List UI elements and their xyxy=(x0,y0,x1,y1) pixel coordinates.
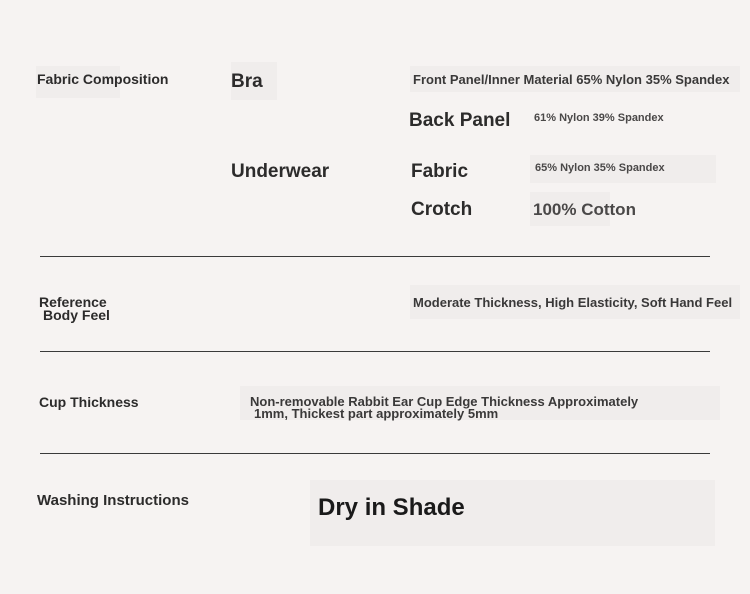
fabric-value: 65% Nylon 35% Spandex xyxy=(535,162,665,174)
cup-thickness-value-line2: 1mm, Thickest part approximately 5mm xyxy=(254,406,499,421)
section-divider xyxy=(40,351,710,352)
crotch-label: Crotch xyxy=(411,199,473,220)
section-divider xyxy=(40,453,710,454)
bra-label: Bra xyxy=(231,71,263,92)
back-panel-label: Back Panel xyxy=(409,110,511,131)
washing-instructions-value: Dry in Shade xyxy=(318,494,465,521)
front-panel-value: Front Panel/Inner Material 65% Nylon 35% Spandex xyxy=(413,72,730,87)
fabric-composition-heading: Fabric Composition xyxy=(37,71,169,87)
cup-thickness-value-line1: Non-removable Rabbit Ear Cup Edge Thickness Approximately xyxy=(250,394,639,409)
back-panel-value: 61% Nylon 39% Spandex xyxy=(534,112,664,124)
reference-heading-line1: Reference xyxy=(39,294,107,310)
fabric-label: Fabric xyxy=(411,161,469,182)
crotch-value: 100% Cotton xyxy=(533,200,636,219)
section-divider xyxy=(40,256,710,257)
underwear-label: Underwear xyxy=(231,161,330,182)
reference-heading-line2: Body Feel xyxy=(43,307,110,323)
washing-instructions-heading: Washing Instructions xyxy=(37,492,189,509)
reference-body-feel-value: Moderate Thickness, High Elasticity, Soft Hand Feel xyxy=(413,295,733,310)
cup-thickness-heading: Cup Thickness xyxy=(39,394,139,410)
